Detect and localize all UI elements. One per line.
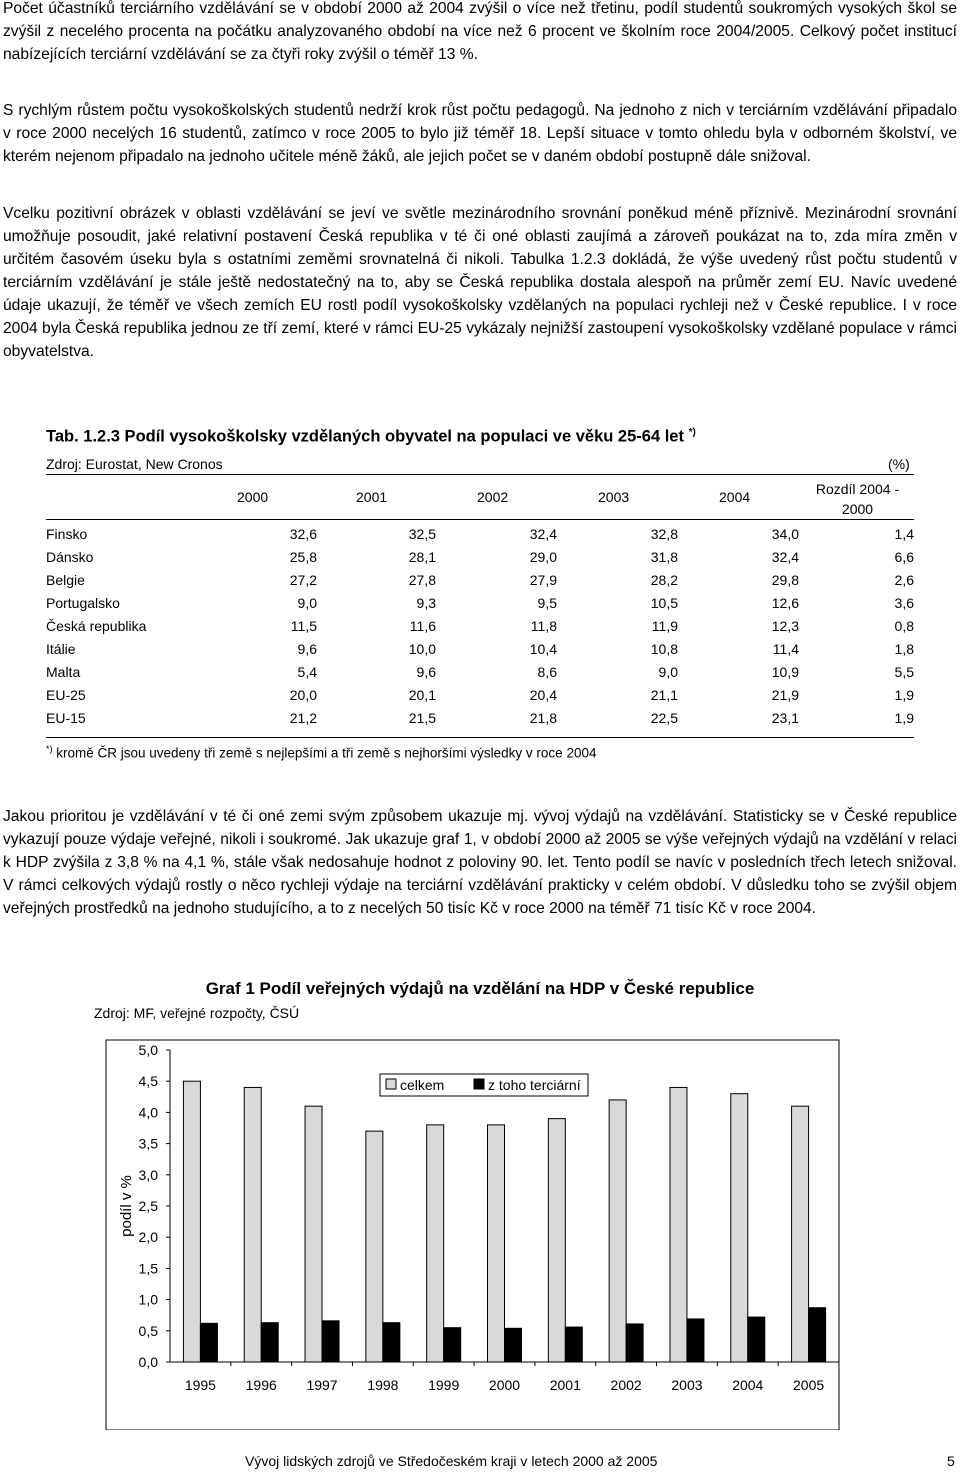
table-title: [46, 427, 696, 447]
table-title-text: Tab. 1.2.3 Podíl vysokoškolsky vzdělaných obyvatel na populaci ve věku 25-64 let: [46, 427, 684, 446]
table-cell: 9,0: [297, 595, 317, 611]
table-cell: 12,6: [771, 595, 799, 611]
table-cell: 29,0: [529, 549, 557, 565]
table-cell: 9,6: [416, 664, 436, 680]
x-tick-label: 2005: [793, 1377, 825, 1393]
legend-swatch: [386, 1079, 396, 1089]
bar-celkem: [670, 1087, 687, 1362]
table-cell: 5,4: [297, 664, 317, 680]
table-cell: 9,6: [297, 641, 317, 657]
table-cell: 9,5: [537, 595, 557, 611]
table-cell: 34,0: [771, 526, 799, 542]
table-cell: 1,4: [894, 526, 914, 542]
legend-label: celkem: [400, 1077, 445, 1093]
x-tick-label: 1999: [428, 1377, 460, 1393]
table-cell: 23,1: [771, 710, 799, 726]
table-row-country: Česká republika: [46, 618, 147, 634]
table-source: Zdroj: Eurostat, New Cronos: [46, 456, 223, 472]
table-cell: 5,5: [894, 664, 914, 680]
x-tick-label: 1996: [245, 1377, 277, 1393]
table-cell: 32,4: [771, 549, 799, 565]
y-tick-label: 3,0: [138, 1166, 158, 1183]
table-cell: 20,4: [529, 687, 557, 703]
page-number: 5: [947, 1453, 955, 1469]
legend-swatch: [474, 1079, 484, 1089]
table-cell: 32,8: [650, 526, 678, 542]
x-tick-label: 1997: [306, 1377, 338, 1393]
table-row-country: Dánsko: [46, 549, 94, 565]
y-tick-label: 3,5: [138, 1135, 158, 1152]
table-cell: 20,1: [408, 687, 436, 703]
paragraph-international-comparison: Vcelku pozitivní obrázek v oblasti vzdělávání se jeví ve světle mezinárodního srovnání poněkud méně příznivě. Mezinárodní srovnání umožňuje posoudit, jaké relativní postavení Česká republika v té či oné oblasti zaujímá a zároveň poukázat na to, zda míra změn v určitém časovém úseku byla s ostatními zeměmi srovnatelná či nikoli. Tabulka 1.2.3 dokládá, že výše uvedený růst počtu studentů v terciárním vzdělávání je stále ještě nedostatečný na to, aby se Česká republika dostala alespoň na průměr zemí EU. Navíc uvedené údaje ukazují, že téměř ve všech zemích EU rostl podíl vysokoškolsky vzdělaných na populaci rychleji než v České republice. I v roce 2004 byla Česká republika jednou ze tří zemí, které v rámci EU-25 vykázaly nejnižší zastoupení vysokoškolsky vzdělané populace v rámci obyvatelstva.: [3, 205, 957, 360]
bar-terciarni: [748, 1317, 765, 1362]
y-tick-label: 1,5: [138, 1260, 158, 1277]
y-tick-label: 4,0: [138, 1104, 158, 1121]
x-tick-label: 2001: [549, 1377, 581, 1393]
bar-celkem: [548, 1119, 565, 1362]
table-header-diff: [800, 479, 915, 519]
table-cell: 32,5: [408, 526, 436, 542]
bar-celkem: [488, 1125, 505, 1362]
table-cell: 27,9: [529, 572, 557, 588]
table-header-year: 2003: [598, 489, 630, 505]
bar-terciarni: [565, 1327, 582, 1362]
x-tick-label: 1998: [367, 1377, 399, 1393]
table-cell: 27,8: [408, 572, 436, 588]
chart-title: Graf 1 Podíl veřejných výdajů na vzdělání na HDP v České republice: [205, 979, 755, 998]
table-cell: 0,8: [894, 618, 914, 634]
table-cell: 2,6: [894, 572, 914, 588]
table-cell: 10,0: [408, 641, 436, 657]
table-row-country: Belgie: [46, 572, 85, 588]
table-cell: 8,6: [537, 664, 557, 680]
table-cell: 3,6: [894, 595, 914, 611]
table-header-rule: [46, 519, 914, 520]
table-header-year: 2002: [477, 489, 509, 505]
x-tick-label: 2003: [671, 1377, 703, 1393]
table-footnote: [46, 744, 596, 761]
bar-celkem: [305, 1106, 322, 1362]
table-cell: 21,5: [408, 710, 436, 726]
table-cell: 29,8: [771, 572, 799, 588]
table-cell: 20,0: [289, 687, 317, 703]
table-cell: 21,9: [771, 687, 799, 703]
table-cell: 32,4: [529, 526, 557, 542]
bar-terciarni: [687, 1319, 704, 1362]
page-footer: Vývoj lidských zdrojů ve Středočeském kraji v letech 2000 až 2005: [245, 1453, 658, 1469]
y-tick-label: 1,0: [138, 1291, 158, 1308]
table-row-country: Finsko: [46, 526, 88, 542]
x-tick-label: 2000: [488, 1377, 521, 1393]
table-title-mark: *): [688, 427, 696, 438]
table-row-country: EU-25: [46, 687, 86, 703]
table-cell: 10,9: [771, 664, 799, 680]
table-cell: 9,0: [658, 664, 678, 680]
table-row-country: EU-15: [46, 710, 86, 726]
table-cell: 11,9: [651, 618, 678, 634]
table-cell: 21,1: [650, 687, 678, 703]
x-tick-label: 2004: [732, 1377, 764, 1393]
table-cell: 25,8: [289, 549, 317, 565]
bar-terciarni: [444, 1328, 461, 1362]
table-cell: 32,6: [289, 526, 317, 542]
paragraph-teachers: S rychlým růstem počtu vysokoškolských studentů nedrží krok růst počtu pedagogů. Na jednoho z nich v terciárním vzdělávání připadalo v roce 2000 necelých 16 studentů, zatímco v roce 2005 to bylo již téměř 18. Lepší situace v tomto ohledu byla v odborném školství, ve kterém nejenom připadalo na jednoho učitele méně žáků, ale jejich počet se v daném období postupně dále snižoval.: [3, 102, 957, 165]
table-header-year: 2004: [719, 489, 751, 505]
table-cell: 22,5: [650, 710, 678, 726]
table-cell: 12,3: [771, 618, 799, 634]
bar-terciarni: [505, 1328, 522, 1362]
table-cell: 11,5: [290, 618, 317, 634]
table-cell: 31,8: [650, 549, 678, 565]
table-row-country: Malta: [46, 664, 81, 680]
bar-terciarni: [200, 1323, 217, 1362]
chart-source: Zdroj: MF, veřejné rozpočty, ČSÚ: [94, 1005, 300, 1021]
table-cell: 6,6: [894, 549, 914, 565]
table-cell: 21,8: [529, 710, 557, 726]
y-axis-label: podíl v %: [118, 1175, 135, 1237]
table-row-country: Itálie: [46, 641, 76, 657]
table-cell: 11,4: [772, 641, 799, 657]
table-cell: 28,2: [650, 572, 678, 588]
x-tick-label: 1995: [184, 1377, 216, 1393]
table-cell: 10,8: [650, 641, 678, 657]
bar-celkem: [366, 1131, 383, 1362]
table-header-year: 2001: [356, 489, 388, 505]
table-cell: 10,4: [529, 641, 557, 657]
bar-terciarni: [383, 1323, 400, 1362]
y-tick-label: 4,5: [138, 1073, 158, 1090]
bar-terciarni: [322, 1321, 339, 1362]
table-cell: 28,1: [408, 549, 436, 565]
y-tick-label: 5,0: [138, 1042, 158, 1058]
bar-celkem: [244, 1087, 261, 1362]
table-cell: 21,2: [289, 710, 317, 726]
table-cell: 10,5: [650, 595, 678, 611]
y-tick-label: 2,5: [138, 1198, 158, 1214]
bar-celkem: [427, 1125, 444, 1362]
table-header-diff-line1: Rozdíl 2004 -: [815, 481, 900, 497]
bar-celkem: [609, 1100, 626, 1362]
table-cell: 11,8: [530, 618, 557, 634]
chart-frame: [106, 1040, 839, 1430]
table-top-rule: [46, 474, 914, 475]
footnote-mark: *): [46, 744, 53, 754]
y-tick-label: 0,0: [138, 1354, 158, 1370]
bar-celkem: [183, 1081, 200, 1362]
table-unit: (%): [888, 456, 910, 472]
bar-terciarni: [626, 1324, 643, 1362]
legend-label: z toho terciární: [488, 1077, 581, 1093]
bar-terciarni: [261, 1323, 278, 1362]
expenditure-bar-chart: [0, 1030, 960, 1430]
table-row-country: Portugalsko: [46, 595, 120, 611]
y-tick-label: 2,0: [138, 1229, 158, 1246]
table-header-year: 2000: [237, 489, 269, 505]
bar-celkem: [792, 1106, 809, 1362]
paragraph-students-growth: Počet účastníků terciárního vzdělávání se v období 2000 až 2004 zvýšil o více než třetinu, podíl studentů soukromých vysokých škol se zvýšil z necelého procenta na počátku analyzovaného období na více než 6 procent ve školním roce 2004/2005. Celkový počet institucí nabízejících terciární vzdělávání se za čtyři roky zvýšil o téměř 13 %.: [3, 0, 957, 63]
table-header-diff-line2: 2000: [841, 501, 874, 517]
table-cell: 11,6: [409, 618, 436, 634]
table-cell: 1,8: [894, 641, 914, 657]
bar-celkem: [731, 1094, 748, 1362]
table-cell: 9,3: [416, 595, 436, 611]
x-tick-label: 2002: [610, 1377, 642, 1393]
y-tick-label: 0,5: [138, 1322, 158, 1339]
table-cell: 1,9: [894, 710, 914, 726]
table-cell: 1,9: [894, 687, 914, 703]
bar-terciarni: [809, 1308, 826, 1362]
table-bottom-rule: [46, 737, 914, 738]
table-cell: 27,2: [289, 572, 317, 588]
footnote-text: kromě ČR jsou uvedeny tři země s nejlepšími a tři země s nejhoršími výsledky v roce 2004: [56, 745, 597, 761]
paragraph-expenditure: Jakou prioritou je vzdělávání v té či oné zemi svým způsobem ukazuje mj. vývoj výdajů na vzdělávání. Statisticky se v České republice vykazují pouze výdaje veřejné, nikoli i soukromé. Jak ukazuje graf 1, v období 2000 až 2005 se výše veřejných výdajů na vzdělání v relaci k HDP zvýšila z 3,8 % na 4,1 %, stále však nedosahuje hodnot z poloviny 90. let. Tento podíl se navíc v posledních třech letech snižoval. V rámci celkových výdajů rostly o něco rychleji výdaje na terciární vzdělávání prakticky v celém období. V důsledku toho se zvýšil objem veřejných prostředků na jednoho studujícího, a to z necelých 50 tisíc Kč v roce 2000 na téměř 71 tisíc Kč v roce 2004.: [3, 808, 957, 917]
